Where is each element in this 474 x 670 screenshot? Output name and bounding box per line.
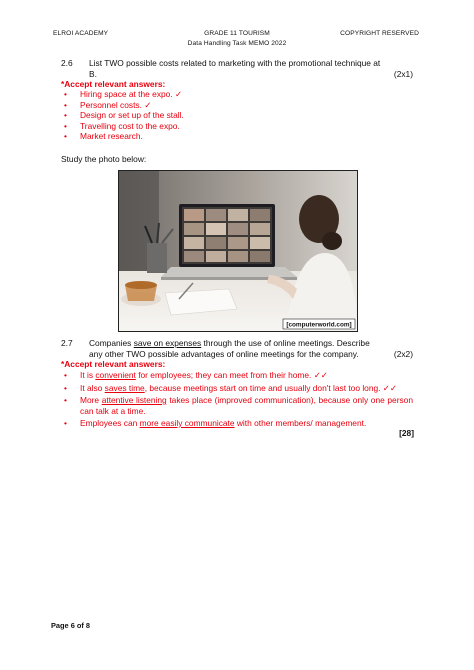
list-item: • Employees can more easily communicate with other members/ management. bbox=[64, 418, 367, 428]
list-item: • Personnel costs. ✓ bbox=[64, 99, 152, 110]
list-item: • Hiring space at the expo. ✓ bbox=[64, 89, 182, 99]
bullet-icon: • bbox=[64, 110, 67, 120]
section-total: [28] bbox=[399, 428, 414, 438]
study-instruction: Study the photo below: bbox=[61, 154, 147, 164]
online-meeting-photo bbox=[118, 170, 358, 332]
bullet-icon: • bbox=[64, 131, 67, 141]
page-number: Page 6 of 8 bbox=[51, 621, 91, 630]
question-number: 2.7 bbox=[61, 338, 73, 348]
bullet-icon: • bbox=[64, 395, 67, 405]
question-2-7 bbox=[61, 338, 413, 359]
question-text: Companies save on expenses through the use of online meetings. Describe any other TWO possible advantages of online meetings for the company. bbox=[89, 338, 370, 359]
bullet-icon: • bbox=[64, 382, 67, 393]
photo-credit: [computerworld.com] bbox=[286, 321, 352, 329]
list-item: • Design or set up of the stall. bbox=[64, 110, 184, 120]
bullet-icon: • bbox=[64, 89, 67, 99]
bullet-icon: • bbox=[64, 418, 67, 428]
question-text: List TWO possible costs related to marketing with the promotional technique at B. bbox=[89, 58, 381, 79]
header-copyright: COPYRIGHT RESERVED bbox=[340, 30, 419, 37]
bullet-icon: • bbox=[64, 370, 67, 380]
laptop-video-call-image bbox=[119, 171, 357, 331]
question-marks: (2x1) bbox=[393, 68, 413, 79]
list-item: • Market research. bbox=[64, 131, 143, 141]
question-number: 2.6 bbox=[61, 58, 73, 68]
accept-label: *Accept relevant answers: bbox=[61, 79, 166, 89]
list-item: • It also saves time, because meetings start on time and usually don't last too long. ✓✓ bbox=[64, 382, 397, 393]
answer-list-2-7 bbox=[61, 370, 413, 429]
answer-list-2-6 bbox=[61, 89, 413, 142]
list-item: • It is convenient for employees; they can meet from their home. ✓✓ bbox=[64, 370, 328, 380]
header-subject: GRADE 11 TOURISM bbox=[204, 30, 270, 37]
bullet-icon: • bbox=[64, 99, 67, 110]
accept-label: *Accept relevant answers: bbox=[61, 359, 166, 369]
header-task: Data Handling Task MEMO 2022 bbox=[187, 40, 287, 47]
question-2-6 bbox=[61, 58, 413, 79]
header-school: ELROI ACADEMY bbox=[53, 30, 109, 37]
question-marks: (2x2) bbox=[393, 348, 413, 359]
bullet-icon: • bbox=[64, 120, 67, 131]
list-item: • Travelling cost to the expo. bbox=[64, 120, 180, 131]
list-item: • More attentive listening takes place (improved communication), because only one person can talk at a time. bbox=[64, 395, 413, 416]
